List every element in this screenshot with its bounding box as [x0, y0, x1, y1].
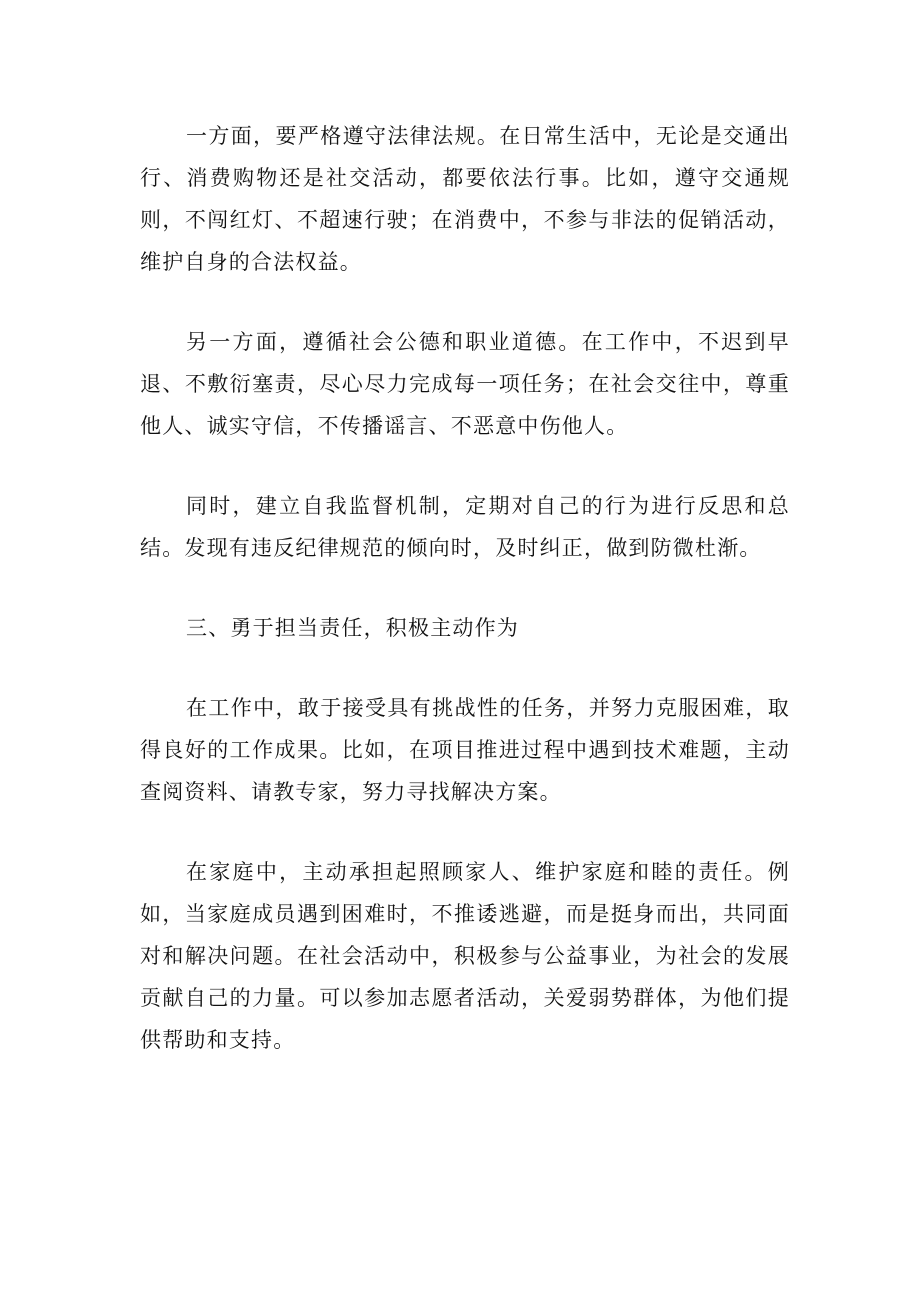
section-heading: 三、勇于担当责任，积极主动作为: [186, 616, 519, 640]
paragraph-social-ethics: 另一方面，遵循社会公德和职业道德。在工作中，不迟到早退、不敷衍塞责，尽心尽力完成每一项任务；在社会交往中，尊重他人、诚实守信，不传播谣言、不恶意中伤他人。: [140, 330, 790, 438]
paragraph-family-responsibility: 在家庭中，主动承担起照顾家人、维护家庭和睦的责任。例如，当家庭成员遇到困难时，不推诿逃避，而是挺身而出，共同面对和解决问题。在社会活动中，积极参与公益事业，为社会的发展贡献自己的力量。可以参加志愿者活动，关爱弱势群体，为他们提供帮助和支持。: [140, 860, 790, 1052]
paragraph-self-supervision: 同时，建立自我监督机制，定期对自己的行为进行反思和总结。发现有违反纪律规范的倾向时，及时纠正，做到防微杜渐。: [140, 494, 790, 560]
paragraph-work-responsibility: 在工作中，敢于接受具有挑战性的任务，并努力克服困难，取得良好的工作成果。比如，在项目推进过程中遇到技术难题，主动查阅资料、请教专家，努力寻找解决方案。: [140, 696, 790, 804]
document-body: [140, 115, 790, 1099]
paragraph-law-compliance: 一方面，要严格遵守法律法规。在日常生活中，无论是交通出行、消费购物还是社交活动，都要依法行事。比如，遵守交通规则，不闯红灯、不超速行驶；在消费中，不参与非法的促销活动，维护自身的合法权益。: [140, 124, 790, 274]
